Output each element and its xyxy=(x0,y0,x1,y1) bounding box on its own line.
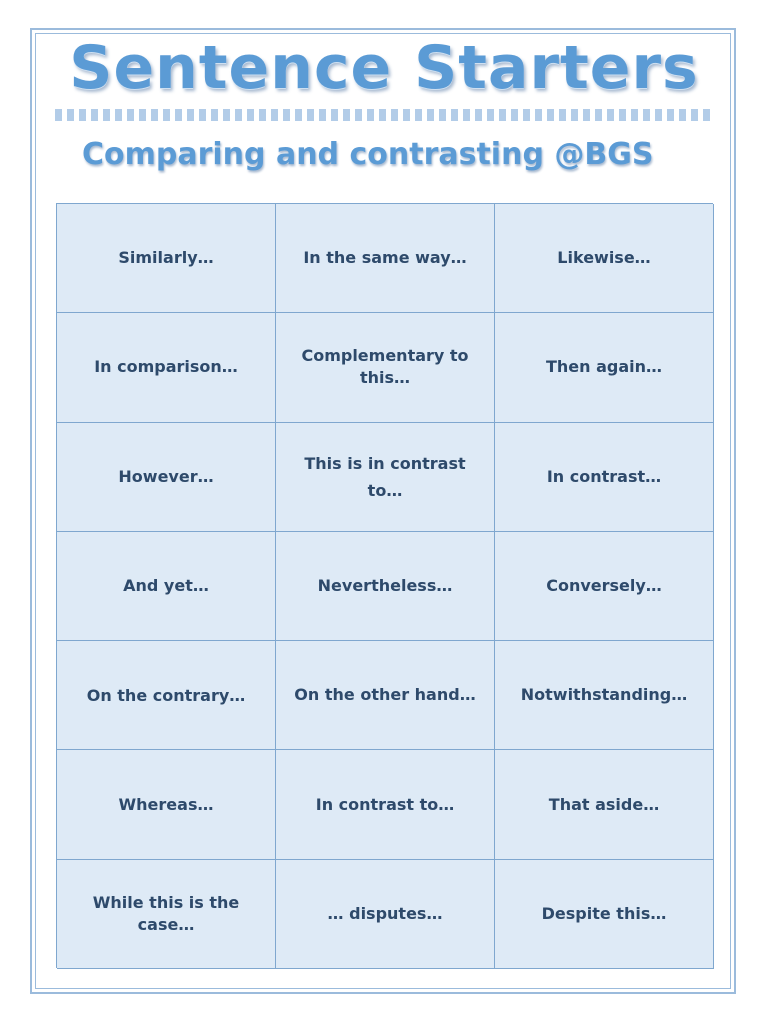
page-subtitle: Comparing and contrasting @BGS xyxy=(82,137,654,172)
starter-cell: Conversely… xyxy=(495,532,714,641)
starter-cell: In comparison… xyxy=(57,313,276,422)
page-title: Sentence Starters xyxy=(69,33,699,103)
starter-cell: This is in contrast to… xyxy=(276,423,495,532)
starter-cell: Then again… xyxy=(495,313,714,422)
starter-cell: And yet… xyxy=(57,532,276,641)
starter-cell: That aside… xyxy=(495,750,714,859)
starter-cell: … disputes… xyxy=(276,860,495,969)
starter-cell: On the contrary… xyxy=(57,641,276,750)
starter-cell: In contrast to… xyxy=(276,750,495,859)
sentence-starters-grid xyxy=(56,203,713,968)
starter-cell: However… xyxy=(57,423,276,532)
starter-cell: In the same way… xyxy=(276,204,495,313)
starter-cell: Whereas… xyxy=(57,750,276,859)
starter-cell: Likewise… xyxy=(495,204,714,313)
starter-cell: Despite this… xyxy=(495,860,714,969)
starter-cell: On the other hand… xyxy=(276,641,495,750)
starter-cell: In contrast… xyxy=(495,423,714,532)
starter-cell: Complementary to this… xyxy=(276,313,495,422)
starter-cell: Similarly… xyxy=(57,204,276,313)
starter-cell: Notwithstanding… xyxy=(495,641,714,750)
title-divider xyxy=(55,109,715,121)
starter-cell: Nevertheless… xyxy=(276,532,495,641)
starter-cell: While this is the case… xyxy=(57,860,276,969)
